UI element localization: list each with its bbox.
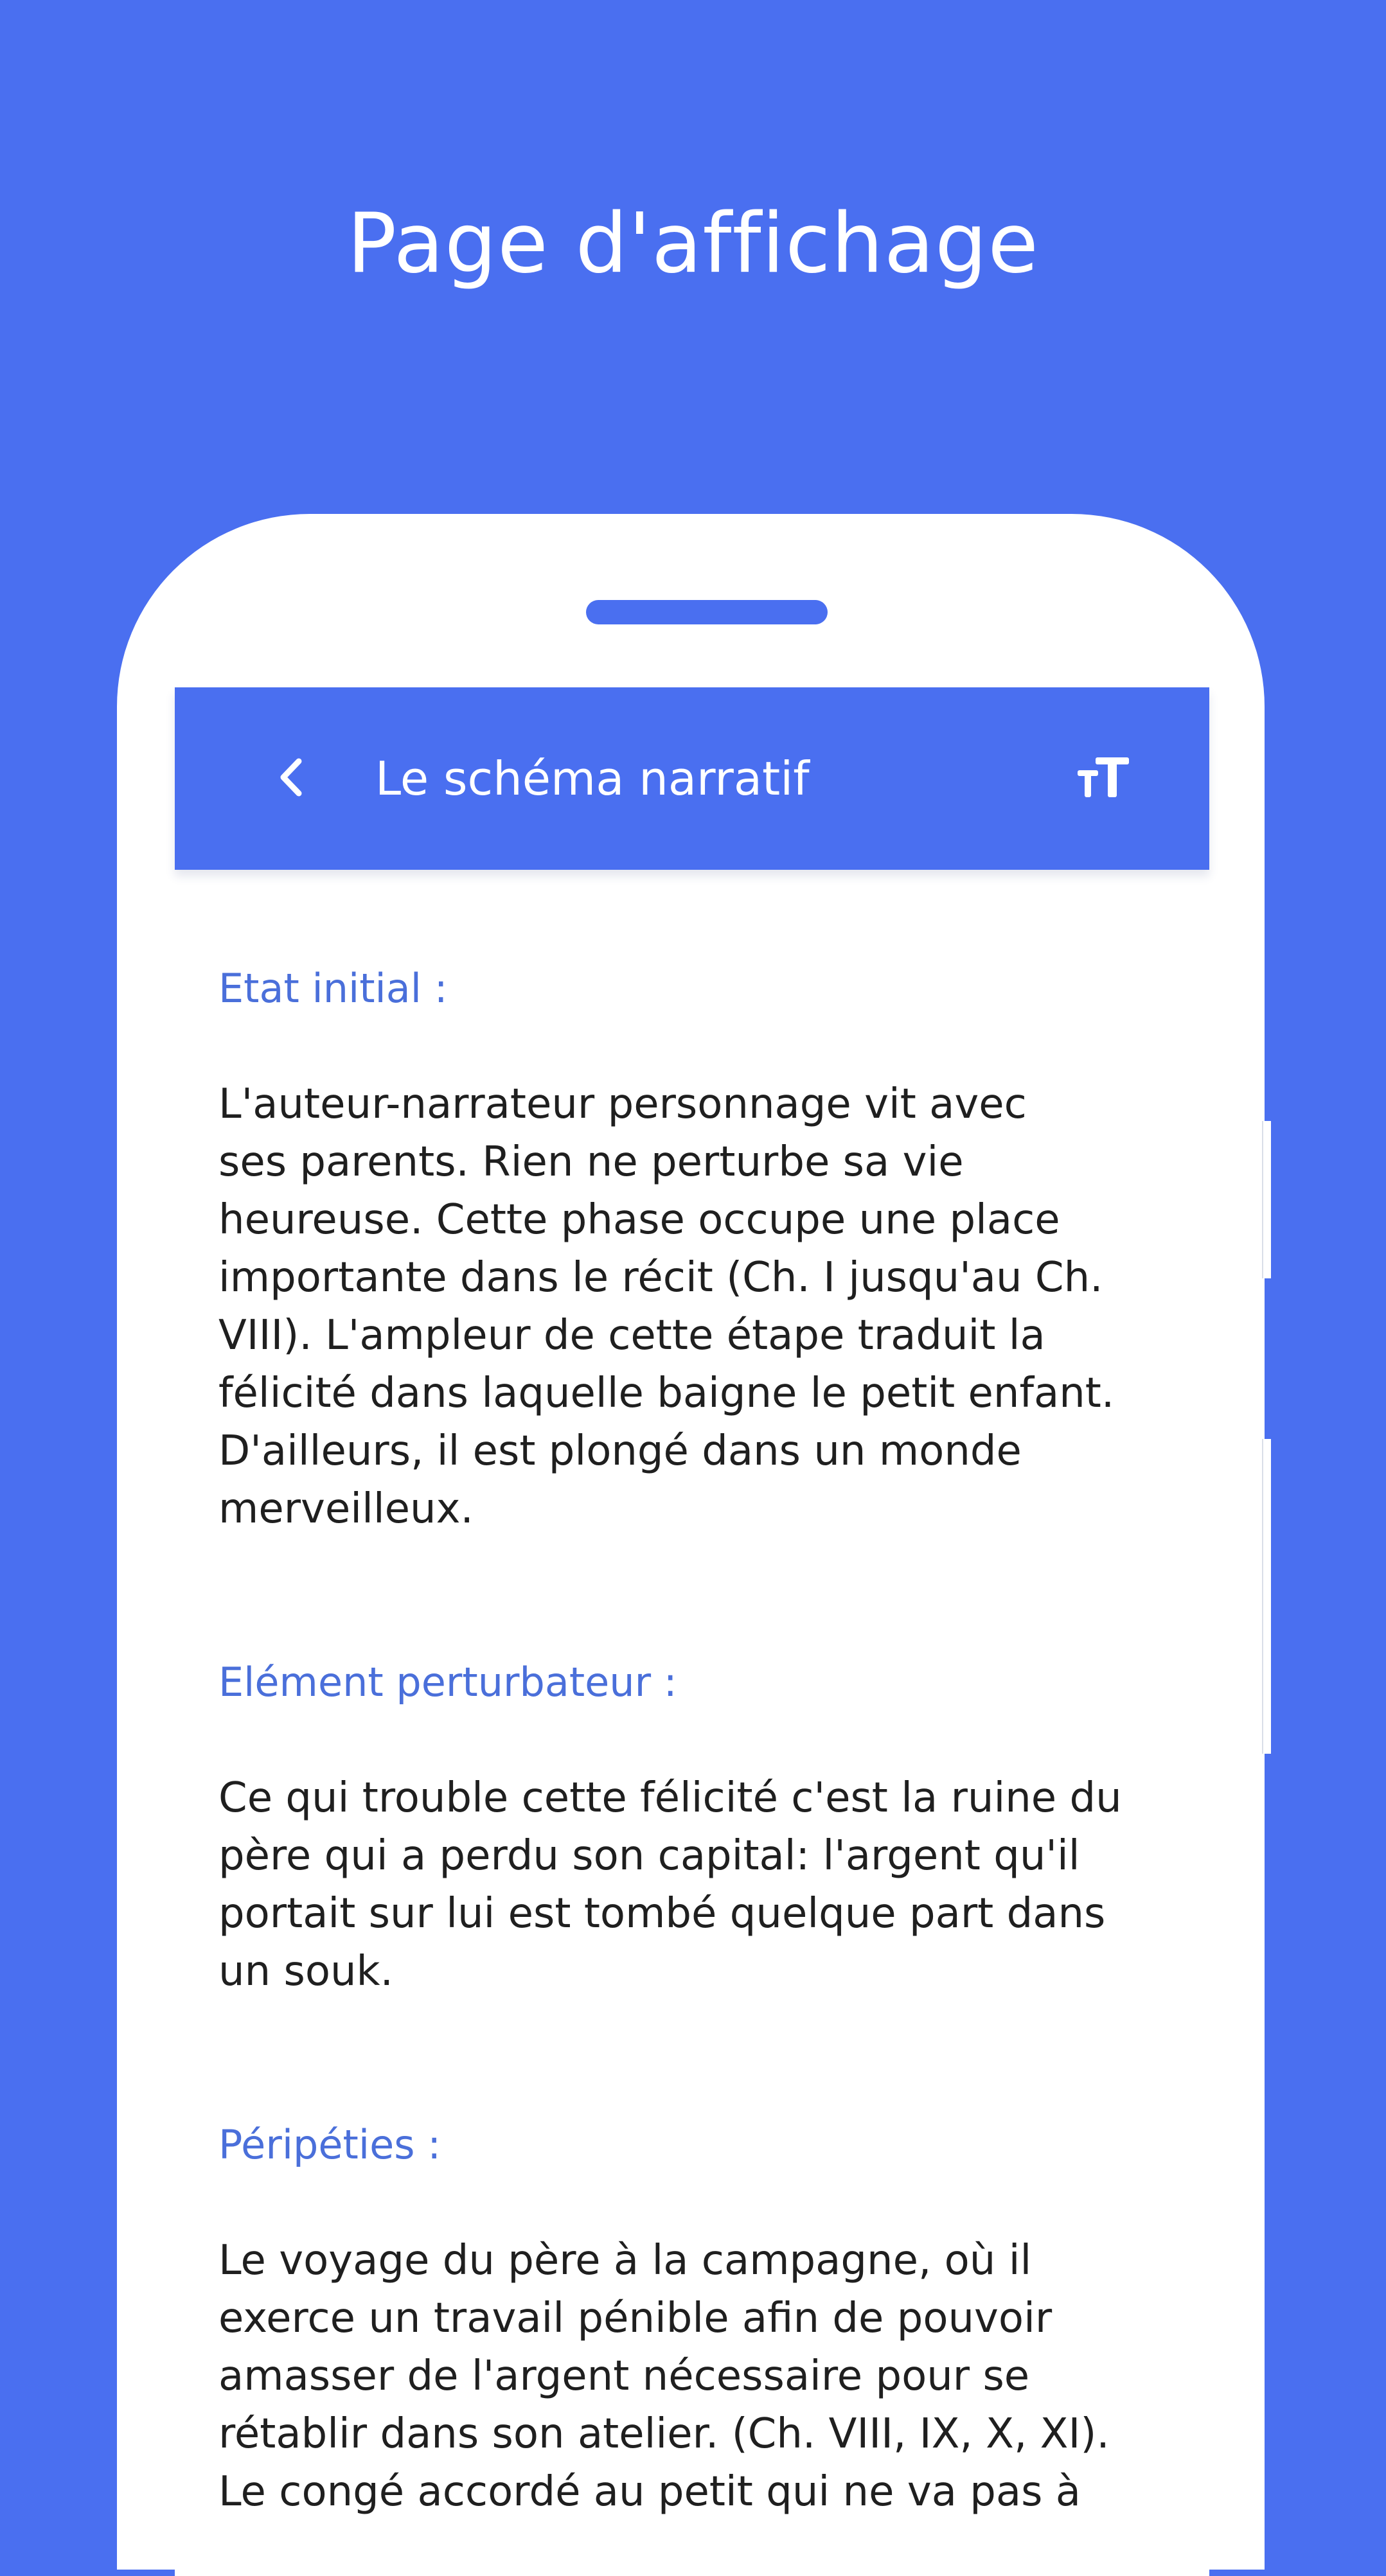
app-title: Le schéma narratif	[375, 752, 810, 806]
app-screen	[175, 687, 1209, 2576]
section-body: Ce qui trouble cette félicité c'est la ruine du père qui a perdu son capital: l'argent qu'il portait sur lui est tombé quelque part dans un souk.	[218, 1774, 1122, 1995]
phone-side-button	[1262, 1439, 1271, 1754]
phone-speaker	[586, 600, 828, 624]
app-bar	[175, 687, 1209, 870]
text-size-button[interactable]	[1071, 746, 1135, 811]
section-heading: Elément perturbateur :	[218, 1659, 677, 1706]
section-heading: Péripéties :	[218, 2121, 441, 2168]
section-body: Le voyage du père à la campagne, où il exerce un travail pénible afin de pouvoir amasser de l'argent nécessaire pour se rétablir dans son atelier. (Ch. VIII, IX, X, XI). Le congé accordé au petit qui ne va pas à	[218, 2237, 1110, 2516]
section-body: L'auteur-narrateur personnage vit avec ses parents. Rien ne perturbe sa vie heureuse. Cette phase occupe une place importante dans le récit (Ch. I jusqu'au Ch. VIII). L'ampleur de cette étape traduit la félicité dans laquelle baigne le petit enfant. D'ailleurs, il est plongé dans un monde merveilleux.	[218, 1081, 1115, 1533]
section-heading: Etat initial :	[218, 965, 448, 1012]
text-size-icon	[1076, 755, 1130, 802]
chevron-left-icon	[276, 756, 305, 801]
phone-frame	[117, 514, 1265, 2570]
back-button[interactable]	[258, 746, 323, 811]
promo-title: Page d'affichage	[346, 196, 1040, 292]
phone-side-button	[1262, 1121, 1271, 1278]
